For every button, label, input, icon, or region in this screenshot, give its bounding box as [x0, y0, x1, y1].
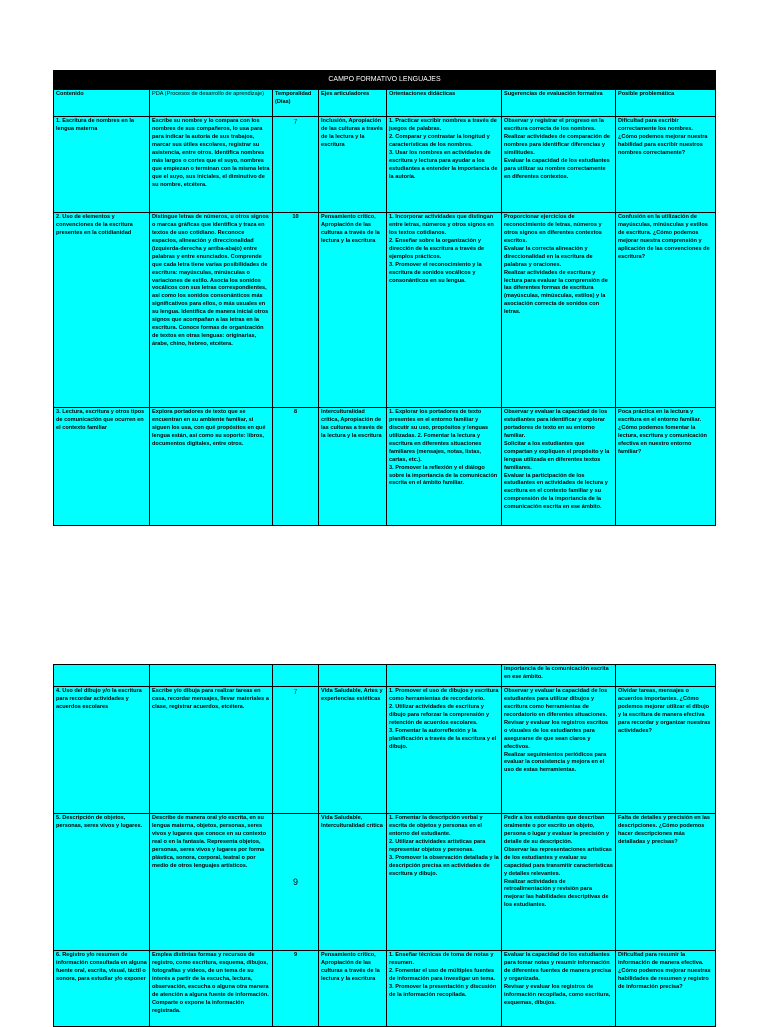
- cell-contenido: 6. Registro y/o resumen de información consultada en alguna fuente oral, escrita, visual, táctil o sonora, para estudiar y/o exponer: [54, 951, 150, 1027]
- cell-problematica: Falta de detalles y precisión en las descripciones. ¿Cómo podemos hacer descripciones más detalladas y precisas?: [616, 814, 716, 951]
- cell-temporalidad: 7: [273, 687, 319, 814]
- cell-contenido: 3. Lectura, escritura y otros tipos de comunicación que ocurren en el contexto familiar: [54, 408, 150, 526]
- cell-pda: Escribe y/o dibuja para realizar tareas en casa, recordar mensajes, llevar materiales a clase, registrar acuerdos, etcétera.: [150, 687, 273, 814]
- cell-problematica: Dificultad para resumir la información de manera efectiva. ¿Cómo podemos mejorar nuestras habilidades de resumen y registro de información precisa?: [616, 951, 716, 1027]
- table-row: [54, 408, 716, 526]
- cell-sugerencias: Observar y evaluar la capacidad de los estudiantes para identificar y explorar portadores de texto en su entorno familiar. Solicitar a los estudiantes que compartan y expliquen el propósito y la lengua utilizada en diferentes textos familiares. Evaluar la participación de los estudiantes en actividades de lectura y escritura en el contexto familiar y su comprensión de la importancia de la comunicación escrita en ese ámbito.: [504, 409, 610, 511]
- cell-contenido: 5. Descripción de objetos, personas, seres vivos y lugares.: [54, 814, 150, 951]
- table-row: [54, 687, 716, 814]
- table-row: [54, 213, 716, 408]
- cell-ejes: Inclusión, Apropiación de las culturas a través de la lectura y la escritura: [319, 117, 387, 213]
- header-sugerencias: Sugerencias de evaluación formativa: [502, 90, 616, 117]
- cell-sugerencias: Observar y registrar el progreso en la escritura correcta de los nombres. Realizar actividades de comparación de nombres para identificar diferencias y similitudes. Evaluar la capacidad de los estudiantes para utilizar su nombre correctamente en diferentes contextos.: [504, 118, 611, 180]
- table-page-1: [53, 70, 715, 526]
- cell-temporalidad: 7: [273, 117, 319, 213]
- cell-temporalidad: 9: [273, 951, 319, 1027]
- cell-sugerencias: Proporcionar ejercicios de reconocimiento de letras, números y otros signos en diferentes contextos escritos. Evaluar la correcta alineación y direccionalidad en la escritura de palabras y oraciones. Realizar actividades de escritura y lectura para evaluar la comprensión de las diferentes formas de escritura (mayúsculas, minúsculas, estilos) y la asociación correcta de sonidos con letras.: [504, 214, 608, 316]
- cell-ejes: Interculturalidad crítica, Apropiación de las culturas a través de la lectura y la escritura: [319, 408, 387, 526]
- cell-contenido: 1. Escritura de nombres en la lengua materna: [54, 117, 150, 213]
- header-temporalidad: Temporalidad (Días): [273, 90, 319, 117]
- cell-ejes: Pensamiento crítico, Apropiación de las culturas a través de la lectura y la escritura: [319, 213, 387, 408]
- cell-ejes: Vida Saludable, Interculturalidad crítica: [319, 814, 387, 951]
- cell-sugerencias: Observar y evaluar la capacidad de los estudiantes para utilizar dibujos y escritura como herramientas de recordatorio en diferentes situaciones. Revisar y evaluar los registros escritos o visuales de los estudiantes para asegurarse de que sean claros y efectivos. Realizar seguimientos periódicos para evaluar la consistencia y mejora en el uso de estas herramientas.: [504, 688, 609, 774]
- table-row: [54, 814, 716, 951]
- table-page-2: [53, 664, 715, 1027]
- header-ejes: Ejes articuladores: [319, 90, 387, 117]
- table-title: CAMPO FORMATIVO LENGUAJES: [54, 71, 716, 90]
- continuation-row: [54, 665, 716, 687]
- cell-pda: Explora portadores de texto que se encuentran en su ambiente familiar, si siguen los usa, con qué propósitos en qué lengua están, así como su soporte: libros, documentos digitales, entre otros.: [150, 408, 273, 526]
- header-problematica: Posible problemática: [616, 90, 716, 117]
- cell-sugerencias: Pedir a los estudiantes que describan oralmente o por escrito un objeto, persona o lugar y evaluar la precisión y detalle de su descripción. Observar las representaciones artísticas de los estudiantes y evaluar su capacidad para transmitir características y detalles relevantes. Realizar actividades de retroalimentación y revisión para mejorar las habilidades descriptivas de los estudiantes.: [504, 815, 613, 909]
- cell-problematica: Confusión en la utilización de mayúsculas, minúsculas y estilos de escritura. ¿Cómo podemos mejorar nuestra comprensión y aplicación de las convenciones de escritura?: [616, 213, 716, 408]
- cell-sugerencias-continued: importancia de la comunicación escrita en ese ámbito.: [502, 665, 616, 687]
- cell-contenido: 2. Uso de elementos y convenciones de la escritura presentes en la cotidianidad: [54, 213, 150, 408]
- cell-problematica: Poca práctica en la lectura y escritura en el entorno familiar. ¿Cómo podemos fomentar la lectura, escritura y comunicación efectiva en nuestro entorno familiar?: [616, 408, 716, 526]
- cell-orientaciones: 1. Fomentar la descripción verbal y escrita de objetos y personas en el entorno del estudiante. 2. Utilizar actividades artísticas para representar objetos y personas. 3. Promover la observación detallada y la descripción precisa en actividades de escritura y dibujo.: [389, 815, 499, 877]
- cell-temporalidad: 9: [273, 814, 319, 951]
- cell-orientaciones: 1. Incorporar actividades que distingan entre letras, números y otros signos en los textos cotidianos. 2. Enseñar sobre la organización y dirección de la escritura a través de ejemplos prácticos. 3. Promover el reconocimiento y la escritura de sonidos vocálicos y consonánticos en su lengua.: [389, 214, 494, 284]
- header-orientaciones: Orientaciones didácticas: [387, 90, 502, 117]
- header-pda: PDA (Procesos de desarrollo de aprendizaje): [150, 90, 273, 117]
- cell-pda: Distingue letras de números, u otros signos o marcas gráficas que identifica y traza en textos de uso cotidiano. Reconoce espacios, alineación y direccionalidad (izquierda-derecha y arriba-abajo) entre palabras y entre enunciados. Comprende que cada letra tiene varias posibilidades de escritura: mayúsculas, minúsculas o variaciones de estilo. Asocia los sonidos vocálicos con sus letras correspondientes, así como los sonidos consonánticos más significativos para ellos, o más usuales en su lengua. Identifica de manera inicial otros signos que acompañan a las letras en la escritura. Conoce formas de organización de textos en otras lenguas: originarias, árabe, chino, hebreo, etcétera.: [150, 213, 273, 408]
- cell-temporalidad: 8: [273, 408, 319, 526]
- cell-problematica: Dificultad para escribir correctamente los nombres. ¿Cómo podemos mejorar nuestra habilidad para escribir nuestros nombres correctamente?: [616, 117, 716, 213]
- cell-orientaciones: 1. Enseñar técnicas de toma de notas y resumen. 2. Fomentar el uso de múltiples fuentes de información para investigar un tema. 3. Promover la presentación y discusión de la información recopilada.: [389, 952, 497, 998]
- cell-orientaciones: 1. Explorar los portadores de texto presentes en el entorno familiar y discutir su uso, propósitos y lenguas utilizadas. 2. Fomentar la lectura y escritura en diferentes situaciones familiares (mensajes, notas, listas, cartas, etc.). 3. Promover la reflexión y el diálogo sobre la importancia de la comunicación escrita en el ámbito familiar.: [389, 409, 498, 487]
- cell-ejes: Pensamiento crítico, Apropiación de las culturas a través de la lectura y la escritura: [319, 951, 387, 1027]
- planning-table-continued: [53, 664, 716, 1027]
- cell-pda: Escribe su nombre y lo compara con los nombres de sus compañeros, lo usa para para indicar la autoría de sus trabajos, marcar sus útiles escolares, registrar su asistencia, entre otros. Identifica nombres más largos o cortes que el suyo, nombres que empiezan o terminan con la misma letra que el suyo, sus iniciales, el diminutivo de su nombre, etcétera.: [150, 117, 273, 213]
- cell-sugerencias: Evaluar la capacidad de los estudiantes para tomar notas y resumir información de diferentes fuentes de manera precisa y organizada. Revisar y evaluar los registros de información recopilada, como escritura, esquemas, dibujos.: [504, 952, 611, 1006]
- cell-problematica: Olvidar tareas, mensajes o acuerdos importantes. ¿Cómo podemos mejorar utilizar el dibujo y la escritura de manera efectiva para recordar y organizar nuestras actividades?: [616, 687, 716, 814]
- header-contenido: Contenido: [54, 90, 150, 117]
- cell-orientaciones: 1. Practicar escribir nombres a través de juegos de palabras. 2. Comparar y contrastar la longitud y características de los nombres. 3. Usar los nombres en actividades de escritura y lectura para ayudar a los estudiantes a entender la importancia de la autoría.: [389, 118, 498, 180]
- table-row: [54, 951, 716, 1027]
- cell-pda: Describe de manera oral y/o escrita, en su lengua materna, objetos, personas, seres vivos y lugares que conoce en su contexto real o en la fantasía. Representa objetos, personas, seres vivos y lugares por forma plástica, sonora, corporal, teatral o por medio de otros lenguajes artísticos.: [150, 814, 273, 951]
- cell-temporalidad: 10: [273, 213, 319, 408]
- cell-ejes: Vida Saludable, Artes y experiencias estéticas: [319, 687, 387, 814]
- planning-table: [53, 70, 716, 526]
- table-row: [54, 117, 716, 213]
- cell-contenido: 4. Uso del dibujo y/o la escritura para recordar actividades y acuerdos escolares: [54, 687, 150, 814]
- header-row: [54, 90, 716, 117]
- cell-orientaciones: 1. Promover el uso de dibujos y escritura como herramientas de recordatorio. 2. Utilizar actividades de escritura y dibujo para reforzar la comprensión y retención de acuerdos escolares. 3. Fomentar la autorreflexión y la planificación a través de la escritura y el dibujo.: [389, 688, 499, 750]
- cell-pda: Emplea distintas formas y recursos de registro, como escritura, esquema, dibujos, fotografías y videos, de un tema de su interés a partir de la escucha, lectura, observación, escucha o alguna otra manera de atención a alguna fuente de información. Comparte o expone la información registrada.: [152, 952, 269, 1014]
